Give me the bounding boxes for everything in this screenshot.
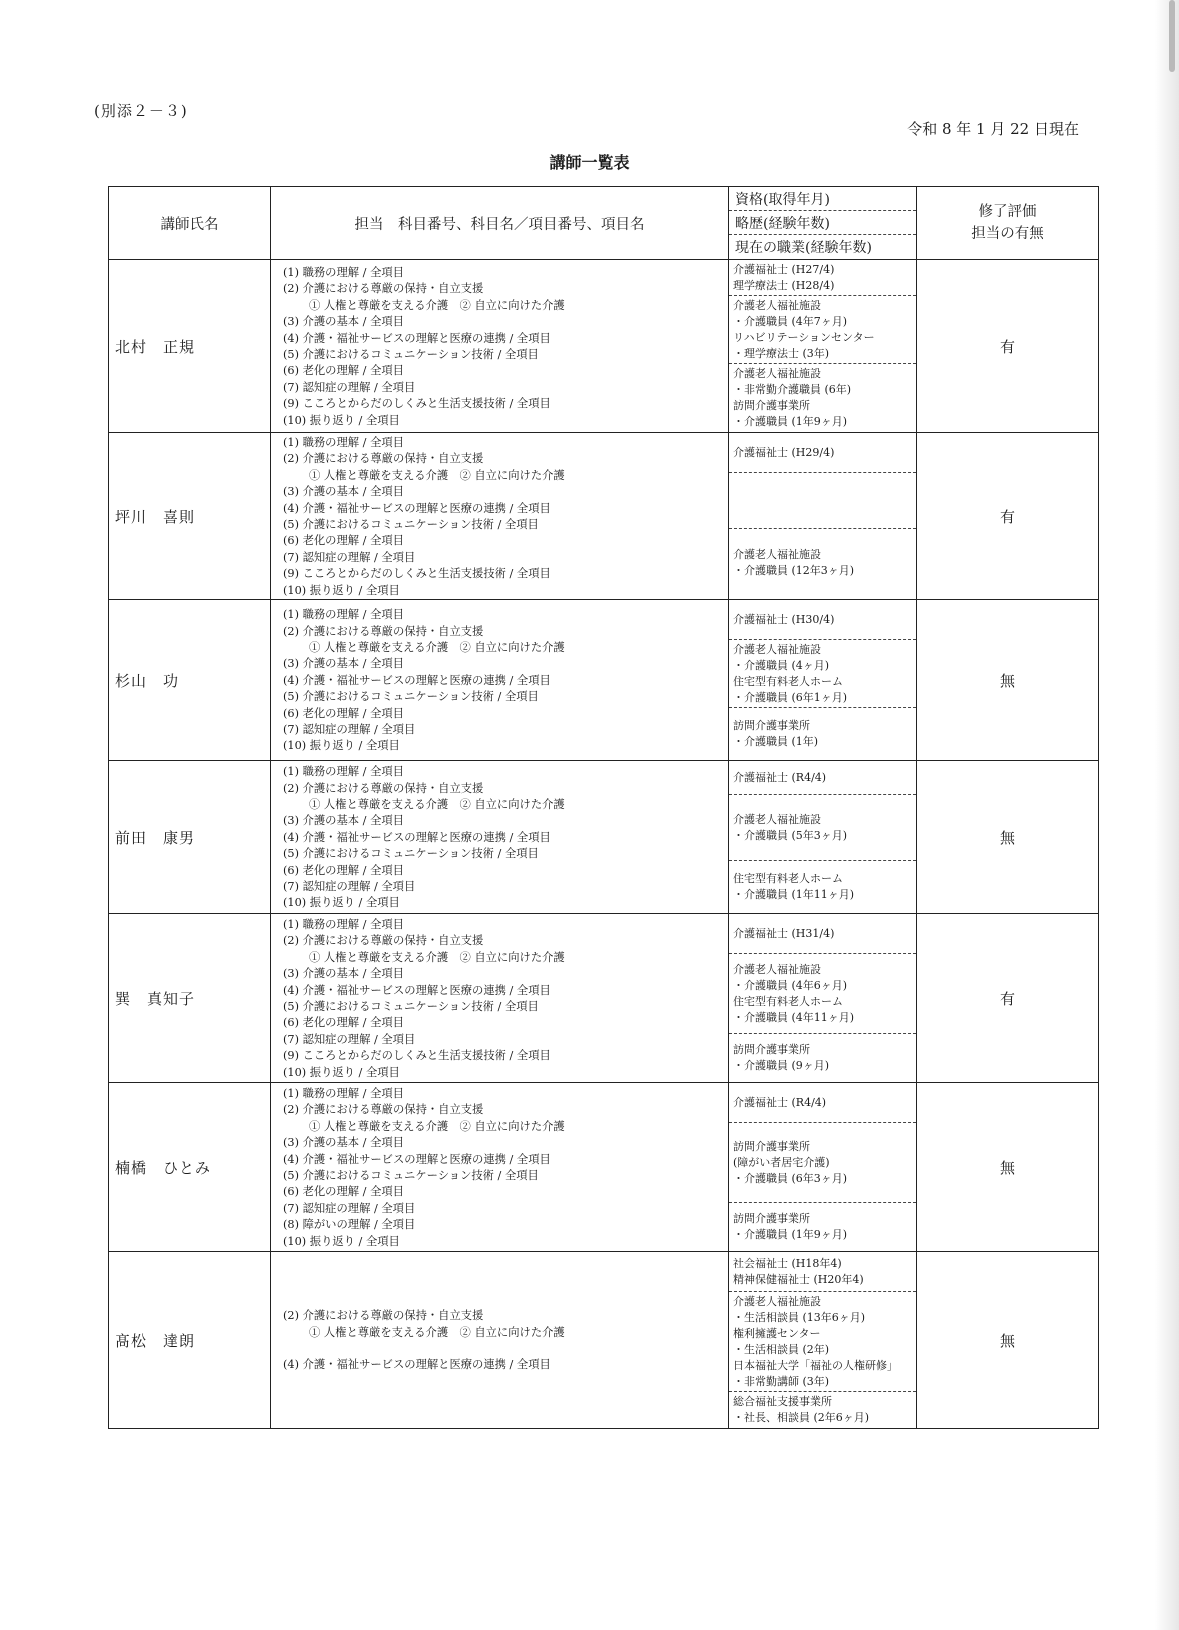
instructor-name: 楠橋 ひとみ bbox=[109, 1083, 271, 1252]
subject-item: (2) 介護における尊厳の保持・自立支援 bbox=[283, 624, 484, 638]
subject-item: ① 人権と尊厳を支える介護 ② 自立に向けた介護 bbox=[309, 1119, 565, 1133]
table-row bbox=[109, 260, 1099, 433]
career-section-line: 介護老人福祉施設 bbox=[733, 962, 821, 976]
instructor-table bbox=[108, 186, 1099, 1429]
subject-item: (2) 介護における尊厳の保持・自立支援 bbox=[283, 452, 484, 466]
subject-item: (1) 職務の理解 / 全項目 bbox=[283, 918, 404, 932]
current-job-section bbox=[729, 364, 916, 432]
subject-item: (2) 介護における尊厳の保持・自立支援 bbox=[283, 781, 484, 795]
subject-item: (5) 介護におけるコミュニケーション技術 / 全項目 bbox=[283, 518, 539, 532]
subject-item: (8) 障がいの理解 / 全項目 bbox=[283, 1218, 416, 1232]
current-job-section-line: ・介護職員 (1年11ヶ月) bbox=[733, 888, 855, 902]
career-section-line: ・生活相談員 (13年6ヶ月) bbox=[733, 1310, 866, 1324]
current-job-section-line: 訪問介護事業所 bbox=[733, 719, 810, 733]
current-job-section-line: 訪問介護事業所 bbox=[733, 1043, 810, 1057]
qualification-section bbox=[729, 1083, 916, 1123]
current-job-section bbox=[729, 1203, 916, 1251]
qualification-section-line: 介護福祉士 (H30/4) bbox=[733, 612, 835, 626]
subject-item: ① 人権と尊厳を支える介護 ② 自立に向けた介護 bbox=[309, 798, 565, 812]
current-job-section-line: 介護老人福祉施設 bbox=[733, 548, 821, 561]
eval-status: 無 bbox=[917, 600, 1099, 761]
subject-item: (6) 老化の理解 / 全項目 bbox=[283, 534, 404, 548]
career-section-line: 権利擁護センター bbox=[733, 1326, 821, 1340]
subject-item: (5) 介護におけるコミュニケーション技術 / 全項目 bbox=[283, 690, 539, 704]
qualification-section bbox=[729, 1252, 916, 1292]
current-job-section-line: 総合福祉支援事業所 bbox=[733, 1395, 832, 1409]
subject-item: (5) 介護におけるコミュニケーション技術 / 全項目 bbox=[283, 847, 539, 861]
qualification-section-line: 精神保健福祉士 (H20年4) bbox=[733, 1272, 864, 1286]
eval-status: 無 bbox=[917, 761, 1099, 914]
qualification-cell bbox=[729, 600, 917, 761]
subject-item: (4) 介護・福祉サービスの理解と医療の連携 / 全項目 bbox=[283, 830, 551, 844]
qualification-cell bbox=[729, 761, 917, 914]
career-section bbox=[729, 473, 916, 529]
career-section-line: ・介護職員 (5年3ヶ月) bbox=[733, 828, 848, 842]
page-title: 講師一覧表 bbox=[549, 153, 630, 172]
qualification-section-line: 理学療法士 (H28/4) bbox=[733, 278, 835, 292]
instructor-name: 坪川 喜則 bbox=[109, 433, 271, 600]
career-section-line: リハビリテーションセンター bbox=[733, 330, 875, 344]
eval-status: 無 bbox=[917, 1083, 1099, 1252]
subject-item: (7) 認知症の理解 / 全項目 bbox=[283, 1201, 416, 1215]
career-section-line: ・理学療法士 (3年) bbox=[733, 346, 830, 360]
current-job-section-line: ・介護職員 (1年) bbox=[733, 735, 819, 749]
qualification-sections bbox=[729, 600, 916, 760]
qualification-cell bbox=[729, 260, 917, 433]
subject-item bbox=[283, 1341, 728, 1357]
career-section-line: 介護老人福祉施設 bbox=[733, 1294, 821, 1308]
subject-item: (10) 振り返り / 全項目 bbox=[283, 583, 400, 597]
instructor-name: 前田 康男 bbox=[109, 761, 271, 914]
career-section-line: ・生活相談員 (2年) bbox=[733, 1342, 830, 1356]
career-section bbox=[729, 1292, 916, 1392]
subject-item: ① 人権と尊厳を支える介護 ② 自立に向けた介護 bbox=[309, 468, 565, 482]
subject-item: (2) 介護における尊厳の保持・自立支援 bbox=[283, 934, 484, 948]
subject-item: (3) 介護の基本 / 全項目 bbox=[283, 485, 404, 499]
header-eval-line1: 修了評価 bbox=[978, 204, 1037, 220]
career-section-line: 訪問介護事業所 bbox=[733, 1139, 810, 1153]
table-header-row bbox=[109, 187, 1099, 260]
qualification-section bbox=[729, 260, 916, 296]
header-current: 現在の職業(経験年数) bbox=[735, 240, 872, 256]
scrollbar-thumb[interactable] bbox=[1169, 0, 1175, 72]
subject-item: (3) 介護の基本 / 全項目 bbox=[283, 657, 404, 671]
subject-item: (7) 認知症の理解 / 全項目 bbox=[283, 550, 416, 564]
subject-item: (2) 介護における尊厳の保持・自立支援 bbox=[283, 1103, 484, 1117]
subject-item: (1) 職務の理解 / 全項目 bbox=[283, 436, 404, 449]
current-job-section bbox=[729, 529, 916, 597]
as-of-date: 令和 8 年 1 月 22 日現在 bbox=[907, 120, 1079, 138]
current-job-section-line: ・介護職員 (9ヶ月) bbox=[733, 1059, 830, 1073]
subject-item: (7) 認知症の理解 / 全項目 bbox=[283, 1032, 416, 1046]
subject-item: (4) 介護・福祉サービスの理解と医療の連携 / 全項目 bbox=[283, 983, 551, 997]
subject-item: (4) 介護・福祉サービスの理解と医療の連携 / 全項目 bbox=[283, 673, 551, 687]
current-job-section bbox=[729, 708, 916, 760]
career-section-line: ・介護職員 (4年6ヶ月) bbox=[733, 978, 848, 992]
qualification-section-line: 介護福祉士 (R4/4) bbox=[733, 1095, 827, 1109]
table-row bbox=[109, 600, 1099, 761]
subject-item: (10) 振り返り / 全項目 bbox=[283, 1065, 400, 1079]
subject-list bbox=[271, 1083, 729, 1252]
qualification-sections bbox=[729, 433, 916, 597]
career-section bbox=[729, 954, 916, 1034]
subject-item: (1) 職務の理解 / 全項目 bbox=[283, 265, 404, 279]
subject-item: (7) 認知症の理解 / 全項目 bbox=[283, 380, 416, 394]
current-job-section bbox=[729, 1034, 916, 1082]
career-section-line: 住宅型有料老人ホーム bbox=[733, 674, 843, 688]
qualification-cell bbox=[729, 1083, 917, 1252]
eval-status: 有 bbox=[917, 260, 1099, 433]
career-section-line: 日本福祉大学「福祉の人権研修」 bbox=[733, 1358, 898, 1372]
career-section-line: 介護老人福祉施設 bbox=[733, 298, 821, 312]
current-job-section-line: ・介護職員 (1年9ヶ月) bbox=[733, 1228, 848, 1242]
subject-item: (3) 介護の基本 / 全項目 bbox=[283, 1136, 404, 1150]
subject-item: (7) 認知症の理解 / 全項目 bbox=[283, 880, 416, 894]
header-qualifications bbox=[729, 187, 917, 260]
subject-list bbox=[271, 433, 729, 600]
current-job-section-line: 住宅型有料老人ホーム bbox=[733, 872, 843, 886]
qualification-section-line: 社会福祉士 (H18年4) bbox=[733, 1256, 842, 1270]
career-section bbox=[729, 296, 916, 364]
subject-item: (10) 振り返り / 全項目 bbox=[283, 739, 400, 753]
current-job-section-line: 訪問介護事業所 bbox=[733, 399, 810, 412]
career-section-line: (障がい者居宅介護) bbox=[733, 1155, 830, 1169]
subject-list bbox=[271, 1252, 729, 1429]
subject-item: (9) こころとからだのしくみと生活支援技術 / 全項目 bbox=[283, 567, 551, 581]
subject-item: (3) 介護の基本 / 全項目 bbox=[283, 967, 404, 981]
current-job-section bbox=[729, 1392, 916, 1428]
subject-item: (4) 介護・福祉サービスの理解と医療の連携 / 全項目 bbox=[283, 1152, 551, 1166]
subject-item: (6) 老化の理解 / 全項目 bbox=[283, 1016, 404, 1030]
career-section-line: ・非常勤講師 (3年) bbox=[733, 1374, 830, 1388]
career-section-line: ・介護職員 (6年1ヶ月) bbox=[733, 690, 848, 704]
subject-item: (1) 職務の理解 / 全項目 bbox=[283, 608, 404, 622]
qualification-cell bbox=[729, 1252, 917, 1429]
qualification-sections bbox=[729, 761, 916, 913]
table-row bbox=[109, 433, 1099, 600]
career-section-line: ・介護職員 (4ヶ月) bbox=[733, 658, 830, 672]
current-job-section bbox=[729, 861, 916, 913]
career-section bbox=[729, 795, 916, 861]
subject-item: (2) 介護における尊厳の保持・自立支援 bbox=[283, 282, 484, 296]
subject-item: (9) こころとからだのしくみと生活支援技術 / 全項目 bbox=[283, 1049, 551, 1063]
subject-item: (10) 振り返り / 全項目 bbox=[283, 896, 400, 910]
subject-item: ① 人権と尊厳を支える介護 ② 自立に向けた介護 bbox=[309, 641, 565, 655]
header-subjects: 担当 科目番号、科目名／項目番号、項目名 bbox=[271, 187, 729, 260]
qualification-cell bbox=[729, 433, 917, 600]
career-section-line: 住宅型有料老人ホーム bbox=[733, 994, 843, 1008]
subject-item: (5) 介護におけるコミュニケーション技術 / 全項目 bbox=[283, 348, 539, 361]
subject-item: (4) 介護・福祉サービスの理解と医療の連携 / 全項目 bbox=[283, 331, 551, 345]
qualification-cell bbox=[729, 914, 917, 1083]
qualification-section-line: 介護福祉士 (H27/4) bbox=[733, 262, 835, 276]
career-section-line: ・介護職員 (6年3ヶ月) bbox=[733, 1171, 848, 1185]
header-name: 講師氏名 bbox=[109, 187, 271, 260]
career-section bbox=[729, 1123, 916, 1203]
page-edge-shadow bbox=[1155, 0, 1179, 1630]
subject-item: (1) 職務の理解 / 全項目 bbox=[283, 765, 404, 779]
table-row bbox=[109, 761, 1099, 914]
subject-list bbox=[271, 260, 729, 433]
subject-item: (6) 老化の理解 / 全項目 bbox=[283, 1185, 404, 1199]
career-section-line: 介護老人福祉施設 bbox=[733, 642, 821, 656]
current-job-section-line: 訪問介護事業所 bbox=[733, 1212, 810, 1226]
subject-item: ① 人権と尊厳を支える介護 ② 自立に向けた介護 bbox=[309, 950, 565, 964]
qualification-sections bbox=[729, 1083, 916, 1251]
subject-list bbox=[271, 761, 729, 914]
subject-item: (10) 振り返り / 全項目 bbox=[283, 1234, 400, 1248]
current-job-section-line: ・介護職員 (12年3ヶ月) bbox=[733, 564, 855, 577]
subject-item: ① 人権と尊厳を支える介護 ② 自立に向けた介護 bbox=[309, 1325, 565, 1339]
subject-item: (6) 老化の理解 / 全項目 bbox=[283, 364, 404, 378]
qualification-section-line: 介護福祉士 (R4/4) bbox=[733, 770, 827, 784]
qualification-section bbox=[729, 433, 916, 473]
subject-item: (1) 職務の理解 / 全項目 bbox=[283, 1087, 404, 1101]
current-job-section-line: ・介護職員 (1年9ヶ月) bbox=[733, 415, 848, 428]
header-eval bbox=[917, 187, 1099, 260]
subject-item: (5) 介護におけるコミュニケーション技術 / 全項目 bbox=[283, 1169, 539, 1183]
career-section bbox=[729, 640, 916, 708]
table-row bbox=[109, 1083, 1099, 1252]
subject-item: (7) 認知症の理解 / 全項目 bbox=[283, 723, 416, 737]
instructor-name: 髙松 達朗 bbox=[109, 1252, 271, 1429]
table-row bbox=[109, 914, 1099, 1083]
subject-list bbox=[271, 914, 729, 1083]
instructor-name: 北村 正規 bbox=[109, 260, 271, 433]
qualification-section-line: 介護福祉士 (H29/4) bbox=[733, 445, 835, 459]
subject-item: ① 人権と尊厳を支える介護 ② 自立に向けた介護 bbox=[309, 298, 565, 312]
subject-item: (10) 振り返り / 全項目 bbox=[283, 413, 400, 427]
qualification-section bbox=[729, 761, 916, 795]
subject-item: (6) 老化の理解 / 全項目 bbox=[283, 706, 404, 720]
eval-status: 無 bbox=[917, 1252, 1099, 1429]
current-job-section-line: ・社長、相談員 (2年6ヶ月) bbox=[733, 1411, 870, 1425]
qualification-section-line: 介護福祉士 (H31/4) bbox=[733, 926, 835, 940]
career-section-line: ・介護職員 (4年11ヶ月) bbox=[733, 1010, 855, 1024]
qualification-sections bbox=[729, 1252, 916, 1428]
career-section-line: ・介護職員 (4年7ヶ月) bbox=[733, 314, 848, 328]
subject-item: (4) 介護・福祉サービスの理解と医療の連携 / 全項目 bbox=[283, 1358, 551, 1372]
header-eval-line2: 担当の有無 bbox=[971, 226, 1044, 242]
instructor-name: 杉山 功 bbox=[109, 600, 271, 761]
current-job-section-line: ・非常勤介護職員 (6年) bbox=[733, 383, 852, 396]
subject-item: (5) 介護におけるコミュニケーション技術 / 全項目 bbox=[283, 1000, 539, 1014]
qualification-section bbox=[729, 914, 916, 954]
subject-item: (4) 介護・福祉サービスの理解と医療の連携 / 全項目 bbox=[283, 501, 551, 515]
current-job-section-line: 介護老人福祉施設 bbox=[733, 367, 821, 380]
subject-list bbox=[271, 600, 729, 761]
subject-item: (3) 介護の基本 / 全項目 bbox=[283, 315, 404, 329]
subject-item: (3) 介護の基本 / 全項目 bbox=[283, 814, 404, 828]
qualification-section bbox=[729, 600, 916, 640]
qualification-sections bbox=[729, 914, 916, 1082]
header-career: 略歴(経験年数) bbox=[729, 211, 916, 235]
instructor-name: 巽 真知子 bbox=[109, 914, 271, 1083]
subject-item: (2) 介護における尊厳の保持・自立支援 bbox=[283, 1309, 484, 1323]
career-section-line: 介護老人福祉施設 bbox=[733, 812, 821, 826]
qualification-sections bbox=[729, 260, 916, 432]
document-reference: (別添２－３) bbox=[94, 102, 188, 120]
subject-item: (6) 老化の理解 / 全項目 bbox=[283, 863, 404, 877]
eval-status: 有 bbox=[917, 433, 1099, 600]
table-row bbox=[109, 1252, 1099, 1429]
header-qual: 資格(取得年月) bbox=[729, 187, 916, 211]
subject-item: (9) こころとからだのしくみと生活支援技術 / 全項目 bbox=[283, 397, 551, 411]
eval-status: 有 bbox=[917, 914, 1099, 1083]
